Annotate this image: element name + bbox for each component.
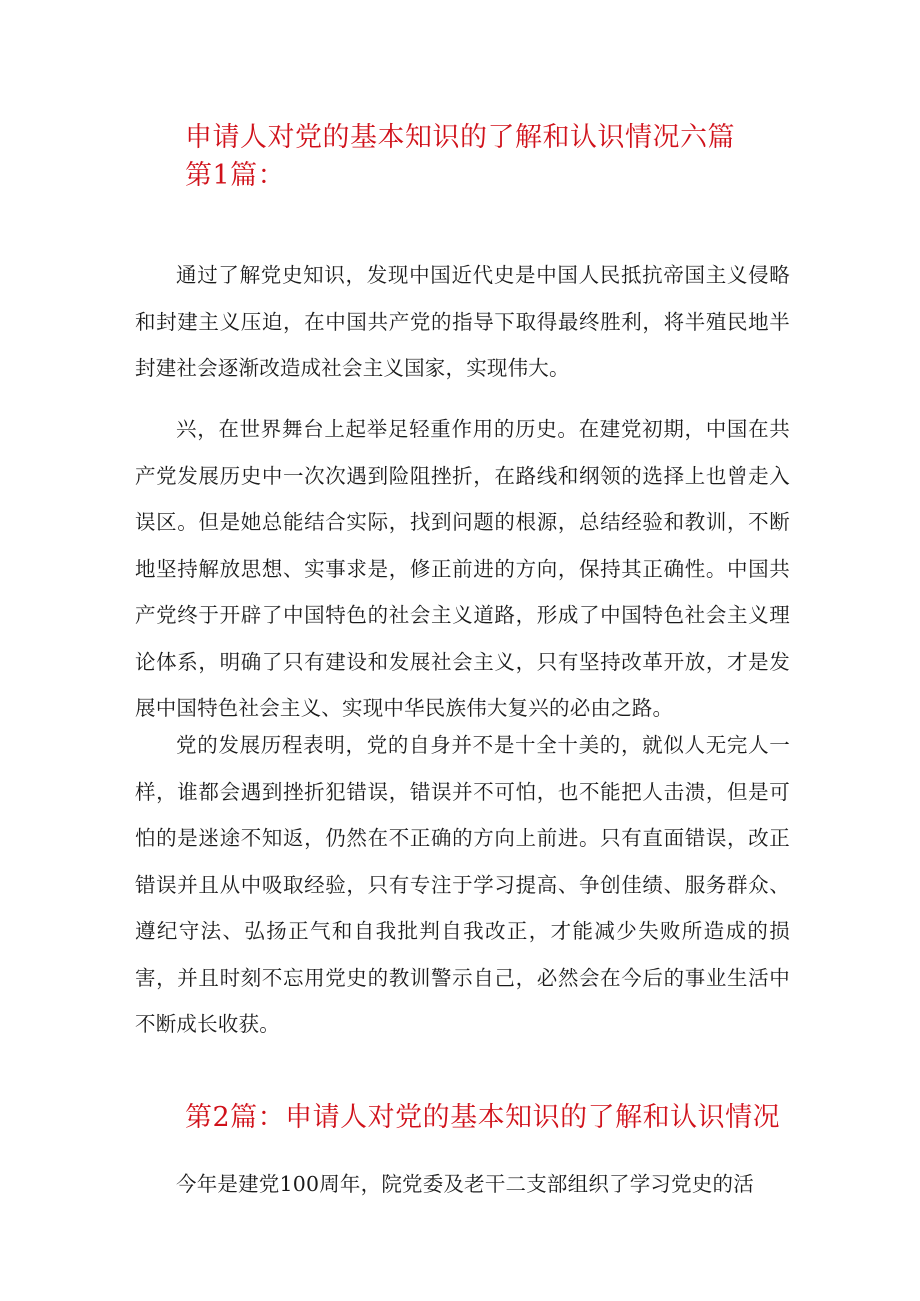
section-heading-1: 第1篇： — [185, 160, 286, 191]
paragraph-4: 今年是建党100周年，院党委及老干二支部组织了学习党史的活 — [176, 1172, 754, 1196]
paragraph-3: 党的发展历程表明，党的自身并不是十全十美的，就似人无完人一样，谁都会遇到挫折犯错误，错误并不可怕，也不能把人击溃，但是可怕的是迷途不知返，仍然在不正确的方向上前进。只有直面错误，改正错误并且从中吸取经验，只有专注于学习提高、争创佳绩、服务群众、遵纪守法、弘扬正气和自我批判自我改正，才能减少失败所造成的损害，并且时刻不忘用党史的教训警示自己，必然会在今后的事业生活中不断成长收获。 — [135, 733, 790, 1036]
section-heading-2: 第2篇：申请人对党的基本知识的了解和认识情况 — [185, 1102, 781, 1133]
document-title: 申请人对党的基本知识的了解和认识情况六篇 — [185, 122, 735, 153]
paragraph-2: 兴，在世界舞台上起举足轻重作用的历史。在建党初期，中国在共产党发展历史中一次次遇到险阻挫折，在路线和纲领的选择上也曾走入误区。但是她总能结合实际，找到问题的根源，总结经验和教训，不断地坚持解放思想、实事求是，修正前进的方向，保持其正确性。中国共产党终于开辟了中国特色的社会主义道路，形成了中国特色社会主义理论体系，明确了只有建设和发展社会主义，只有坚持改革开放，才是发展中国特色社会主义、实现中华民族伟大复兴的必由之路。 — [135, 417, 790, 720]
paragraph-1: 通过了解党史知识，发现中国近代史是中国人民抵抗帝国主义侵略和封建主义压迫，在中国共产党的指导下取得最终胜利，将半殖民地半封建社会逐渐改造成社会主义国家，实现伟大。 — [135, 263, 790, 380]
